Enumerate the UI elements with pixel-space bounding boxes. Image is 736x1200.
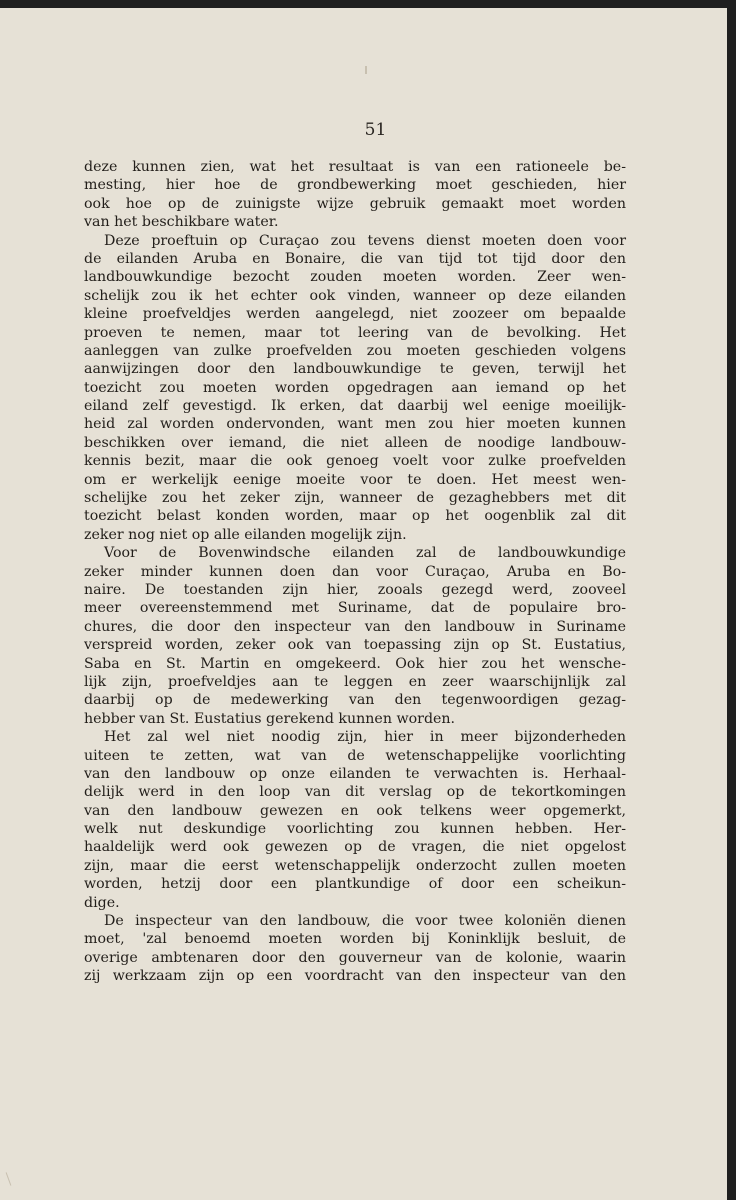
body-text [84, 158, 626, 986]
text-line: Het zal wel niet noodig zijn, hier in meer bijzonderheden [104, 729, 626, 746]
text-line: zij werkzaam zijn op een voordracht van den inspecteur van den [84, 968, 626, 985]
text-line: chures, die door den inspecteur van den landbouw in Suriname [84, 618, 626, 635]
text-line: aanleggen van zulke proefvelden zou moeten geschieden volgens [84, 342, 626, 359]
text-line: van den landbouw op onze eilanden te verwachten is. Herhaal- [84, 765, 626, 782]
text-line: worden, hetzij door een plantkundige of door een scheikun- [84, 876, 626, 893]
text-line: De inspecteur van den landbouw, die voor twee koloniën dienen [104, 913, 626, 930]
text-line: lijk zijn, proefveldjes aan te leggen en zeer waarschijnlijk zal [84, 673, 626, 690]
text-line: Saba en St. Martin en omgekeerd. Ook hier zou het wensche- [84, 655, 626, 672]
text-line: naire. De toestanden zijn hier, zooals gezegd werd, zooveel [84, 581, 626, 598]
text-line: de eilanden Aruba en Bonaire, die van tijd tot tijd door den [84, 250, 626, 267]
text-line: overige ambtenaren door den gouverneur van de kolonie, waarin [84, 949, 626, 966]
text-line: Deze proeftuin op Curaçao zou tevens dienst moeten doen voor [104, 232, 626, 249]
text-line: Voor de Bovenwindsche eilanden zal de landbouwkundige [104, 545, 626, 562]
text-line: schelijke zou het zeker zijn, wanneer de gezaghebbers met dit [84, 490, 626, 507]
text-line: landbouwkundige bezocht zouden moeten worden. Zeer wen- [84, 269, 626, 286]
text-line: uiteen te zetten, wat van de wetenschappelijke voorlichting [84, 747, 626, 764]
text-line: van den landbouw gewezen en ook telkens weer opgemerkt, [84, 802, 626, 819]
paper-speck [365, 66, 367, 74]
text-line: toezicht zou moeten worden opgedragen aan iemand op het [84, 379, 626, 396]
text-line: dige. [84, 894, 120, 911]
text-line: ook hoe op de zuinigste wijze gebruik gemaakt moet worden [84, 195, 626, 212]
text-line: om er werkelijk eenige moeite voor te doen. Het meest wen- [84, 471, 626, 488]
text-line: beschikken over iemand, die niet alleen de noodige landbouw- [84, 434, 626, 451]
text-line: kleine proefveldjes werden aangelegd, niet zoozeer om bepaalde [84, 306, 626, 323]
text-line: daarbij op de medewerking van den tegenwoordigen gezag- [84, 692, 626, 709]
text-line: hebber van St. Eustatius gerekend kunnen worden. [84, 710, 456, 727]
text-line: deze kunnen zien, wat het resultaat is van een rationeele be- [84, 159, 626, 175]
text-line: aanwijzingen door den landbouwkundige te geven, terwijl het [84, 361, 626, 378]
text-line: haaldelijk werd ook gewezen op de vragen, die niet opgelost [84, 839, 626, 856]
text-line: eiland zelf gevestigd. Ik erken, dat daarbij wel eenige moeilijk- [84, 398, 626, 415]
document-page [0, 8, 727, 1200]
text-line: verspreid worden, zeker ook van toepassing zijn op St. Eustatius, [84, 637, 626, 654]
text-line: van het beschikbare water. [84, 214, 279, 231]
text-line: zeker minder kunnen doen dan voor Curaçao, Aruba en Bo- [84, 563, 626, 580]
paper-speck [6, 1172, 12, 1185]
page-number: 51 [364, 120, 387, 140]
text-line: moet, 'zal benoemd moeten worden bij Koninklijk besluit, de [84, 931, 626, 948]
text-line: meer overeenstemmend met Suriname, dat de populaire bro- [84, 600, 626, 617]
text-line: kennis bezit, maar die ook genoeg voelt voor zulke proefvelden [84, 453, 626, 470]
text-line: zeker nog niet op alle eilanden mogelijk zijn. [84, 526, 407, 543]
text-line: schelijk zou ik het echter ook vinden, wanneer op deze eilanden [84, 287, 626, 304]
text-line: proeven te nemen, maar tot leering van de bevolking. Het [84, 324, 626, 341]
text-line: toezicht belast konden worden, maar op het oogenblik zal dit [84, 508, 626, 525]
text-line: heid zal worden ondervonden, want men zou hier moeten kunnen [84, 416, 626, 433]
text-line: welk nut deskundige voorlichting zou kunnen hebben. Her- [84, 821, 626, 838]
text-line: delijk werd in den loop van dit verslag op de tekortkomingen [84, 784, 626, 801]
text-line: mesting, hier hoe de grondbewerking moet geschieden, hier [84, 177, 626, 194]
text-line: zijn, maar die eerst wetenschappelijk onderzocht zullen moeten [84, 857, 626, 874]
